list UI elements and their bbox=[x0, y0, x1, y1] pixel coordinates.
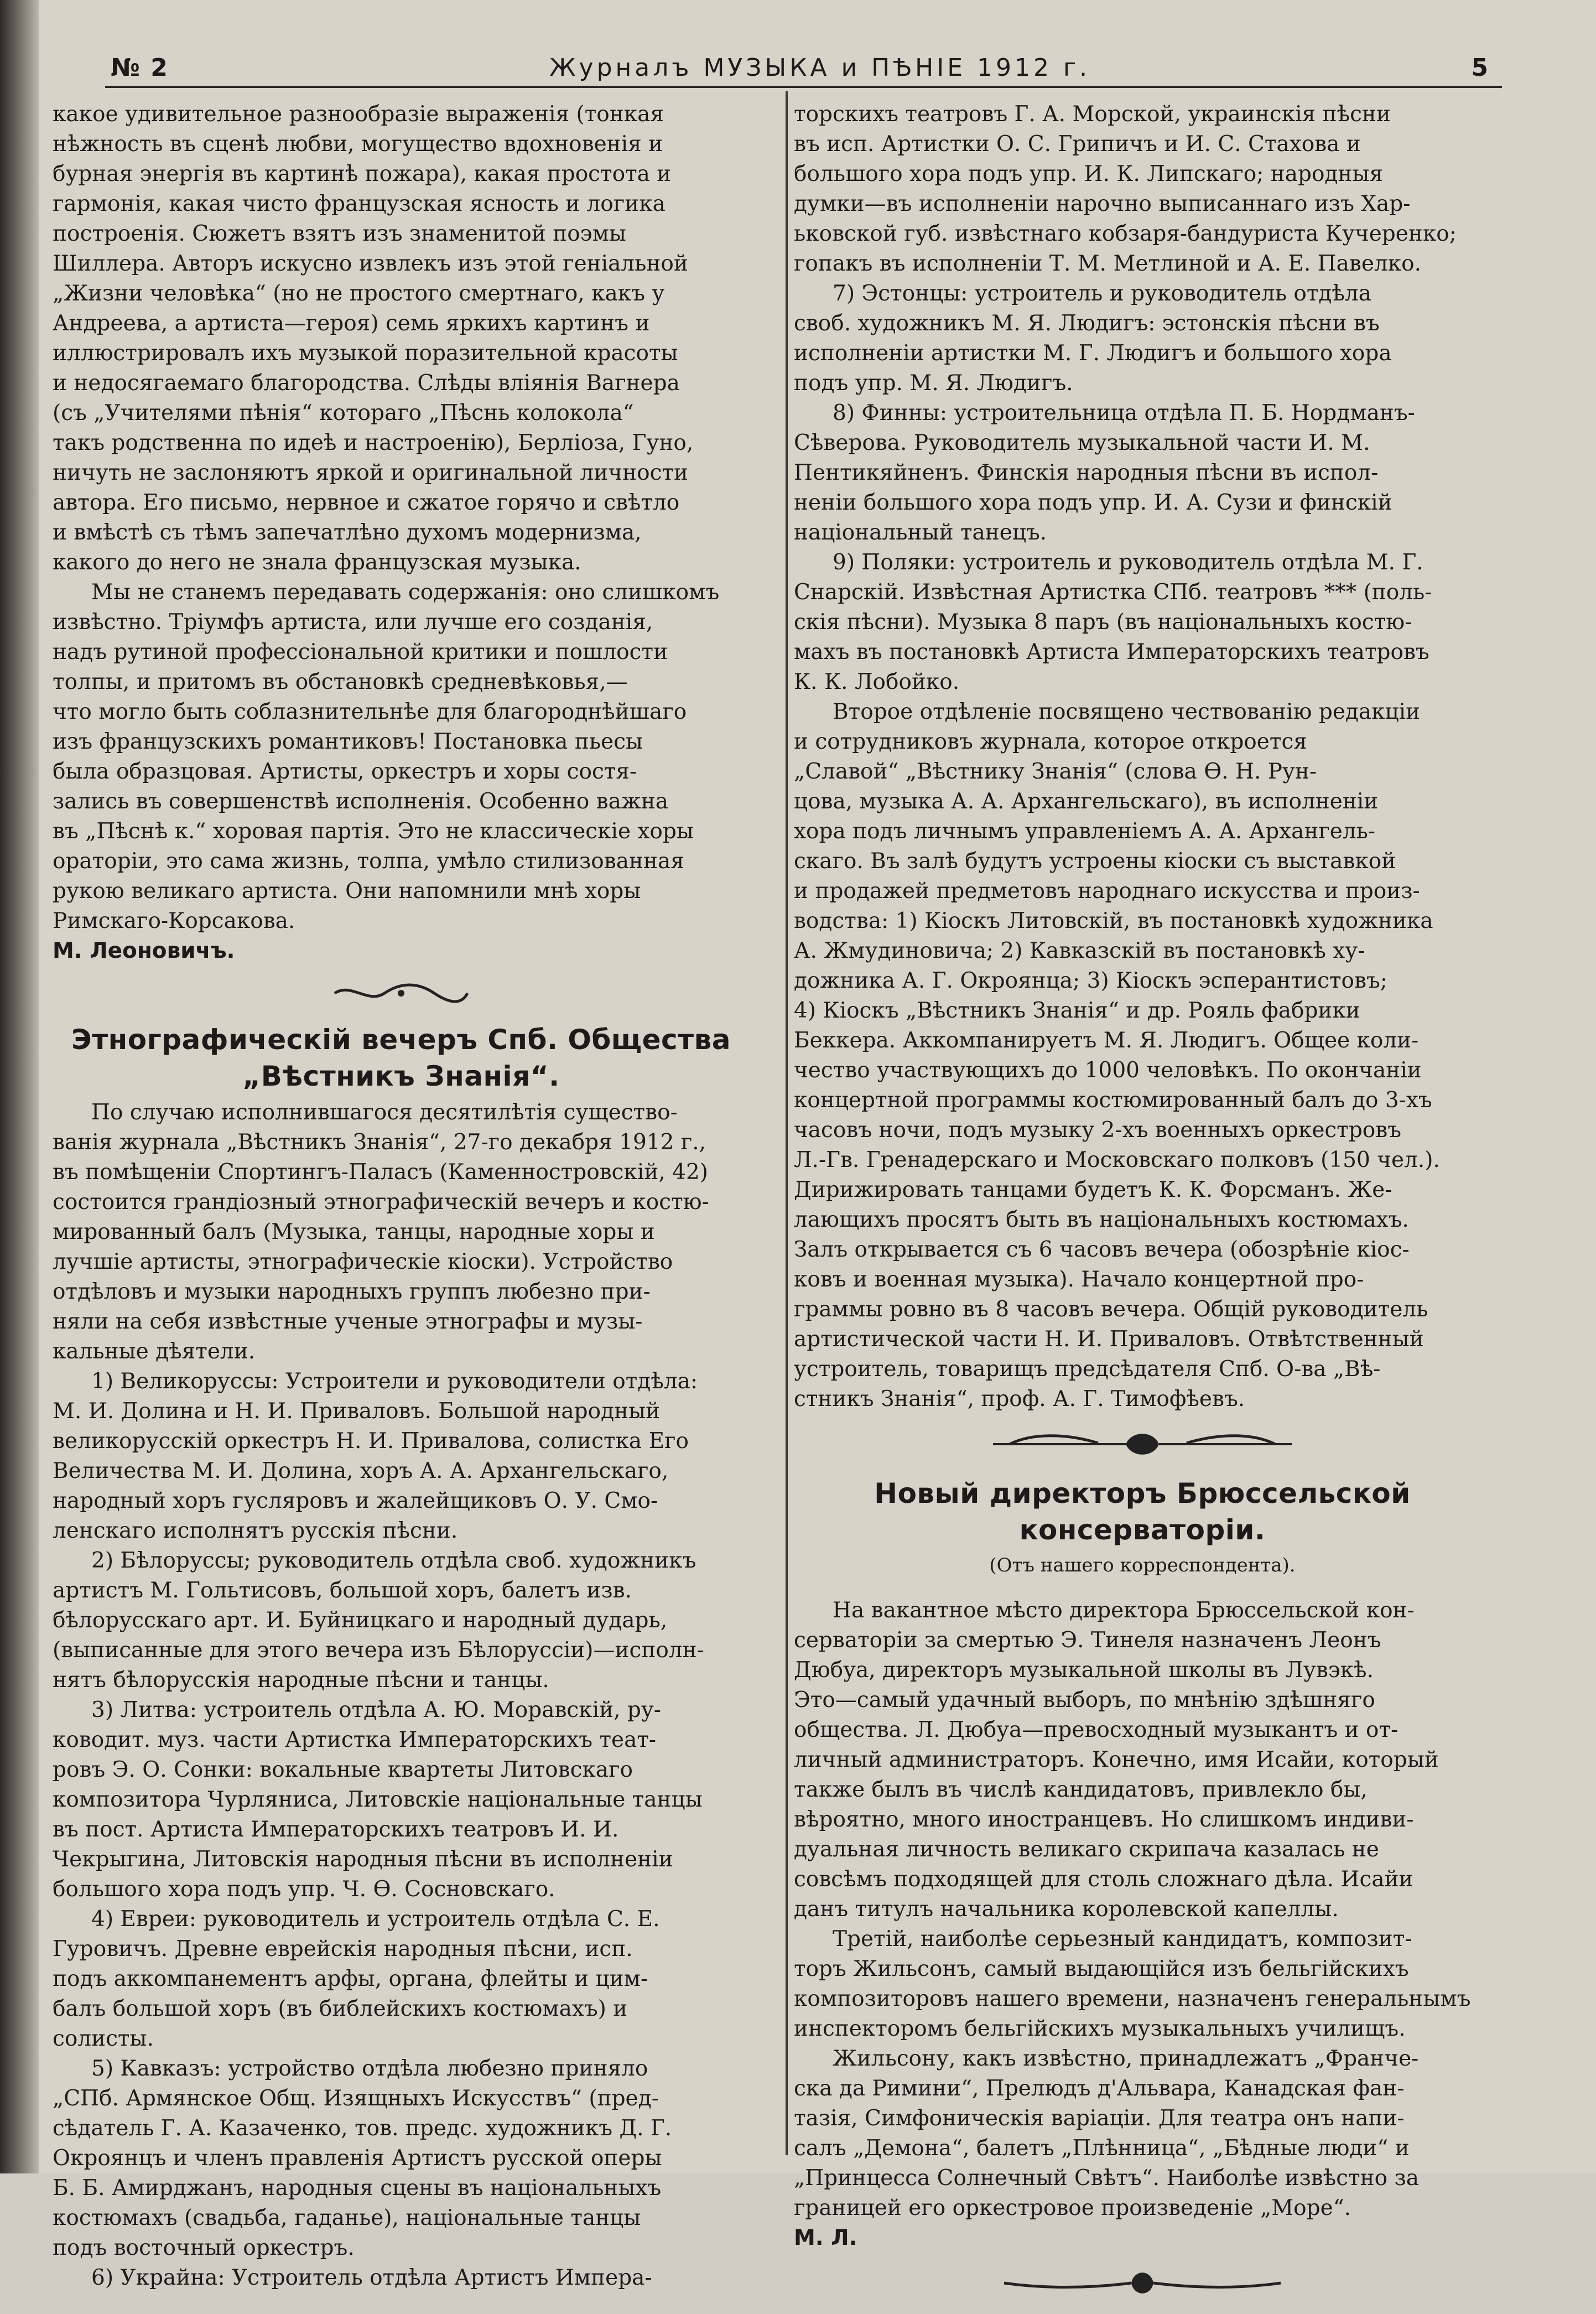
ethno-item-2: 2) Бѣлоруссы; руководитель отдѣла своб. художникъ артистъ М. Гольтисовъ, большой хоръ, балетъ изв. бѣлорусскаго арт. И. Буйницкаго и народный дударь, (выписанные для этого вечера изъ Бѣлоруссіи)—исполн- нятъ бѣлорусскія народные пѣсни и танцы. bbox=[53, 1548, 704, 1693]
ethno-intro: По случаю исполнившагося десятилѣтія существо- ванія журнала „Вѣстникъ Знанія“, 27-го декабря 1912 г., въ помѣщеніи Спортингъ-Паласъ (Каменностровскій, 42) состоится грандіозный этнографическій вечеръ и костю- мированный балъ (Музыка, танцы, народные хоры и лучшіе артисты, этнографическіе кіоски). Устройство отдѣловъ и музыки народныхъ группъ любезно при- няли на себя извѣстные ученые этнографы и музы- кальные дѣятели. bbox=[53, 1100, 709, 1364]
review-paragraph-1: какое удивительное разнообразіе выраженія (тонкая нѣжность въ сценѣ любви, могущество вдохновенія и бурная энергія въ картинѣ пожара), какая простота и гармонія, какая чисто французская ясность и логика построенія. Сюжетъ взятъ изъ знаменитой поэмы Шиллера. Авторъ искусно извлекъ изъ этой геніальной „Жизни человѣка“ (но не простого смертнаго, какъ у Андреева, а артиста—героя) семь яркихъ картинъ и иллюстрировалъ ихъ музыкой поразительной красоты и недосягаемаго благородства. Слѣды вліянія Вагнера (съ „Учителями пѣнія“ котораго „Пѣснь колокола“ такъ родственна по идеѣ и настроенію), Берліоза, Гуно, ничуть не заслоняютъ яркой и оригинальной личности автора. Его письмо, нервное и сжатое горячо и свѣтло и вмѣстѣ съ тѣмъ запечатлѣно духомъ модернизма, какого до него не знала французская музыка. bbox=[53, 102, 694, 575]
ethno-item-8: 8) Финны: устроительница отдѣла П. Б. Нордманъ- Сѣверова. Руководитель музыкальной части И. М. Пентикяйненъ. Финскія народныя пѣсни въ испол- неніи большого хора подъ упр. И. А. Сузи и финскій національный танецъ. bbox=[794, 401, 1415, 545]
article-heading-brussels: Новый директоръ Брюссельской консерваторіи. bbox=[874, 1477, 1411, 1546]
ethno-second-part: Второе отдѣленіе посвящено чествованію редакціи и сотрудниковъ журнала, которое откроется „Славой“ „Вѣстнику Знанія“ (слова Ѳ. Н. Рун- цова, музыка А. А. Архангельскаго), въ исполненіи хора подъ личнымъ управленіемъ А. А. Архангель- скаго. Въ залѣ будутъ устроены кіоски съ выставкой и продажей предметовъ народнаго искусства и произ- водства: 1) Кіоскъ Литовскій, въ постановкѣ художника А. Жмудиновича; 2) Кавказскій въ постановкѣ ху- дожника А. Г. Окроянца; 3) Кіоскъ эсперантистовъ; 4) Кіоскъ „Вѣстникъ Знанія“ и др. Рояль фабрики Беккера. Аккомпанируетъ М. Я. Людигъ. Общее коли- чество участвующихъ до 1000 человѣкъ. По окончаніи концертной программы костюмированный балъ до 3-хъ часовъ ночи, подъ музыку 2-хъ военныхъ оркестровъ Л.-Гв. Гренадерскаго и Московскаго полковъ (150 чел.). Дирижировать танцами будетъ К. К. Форсманъ. Же- лающихъ просятъ быть въ національныхъ костюмахъ. Залъ открывается съ 6 часовъ вечера (обозрѣніе кіос- ковъ и военная музыка). Начало концертной про- граммы ровно въ 8 часовъ вечера. Общій руководитель артистической части Н. И. Приваловъ. Отвѣтственный устроитель, товарищъ предсѣдателя Спб. О-ва „Вѣ- стникъ Знанія“, проф. А. Г. Тимофѣевъ. bbox=[794, 699, 1440, 1412]
ethno-item-9: 9) Поляки: устроитель и руководитель отдѣла М. Г. Снарскій. Извѣстная Артистка СПб. театровъ *** (поль- скія пѣсни). Музыка 8 паръ (въ національныхъ костю- махъ въ постановкѣ Артиста Императорскихъ театровъ К. К. Лобойко. bbox=[794, 550, 1432, 694]
article-subheading: (Отъ нашего корреспондента). bbox=[989, 1554, 1296, 1576]
right-column bbox=[794, 100, 1491, 2314]
ornament-divider-large bbox=[794, 1428, 1491, 1461]
brussels-paragraph-2: Третій, наиболѣе серьезный кандидатъ, композит- торъ Жильсонъ, самый выдающійся изъ бельгійскихъ композиторовъ нашего времени, назначенъ генеральнымъ инспекторомъ бельгійскихъ музыкальныхъ училищъ. bbox=[794, 1927, 1471, 2041]
issue-number: № 2 bbox=[111, 54, 169, 82]
column-divider bbox=[786, 91, 788, 2155]
ethno-item-6-cont: торскихъ театровъ Г. А. Морской, украинскія пѣсни въ исп. Артистки О. С. Грипичъ и И. С. Стахова и большого хора подъ упр. И. К. Липскаго; народныя думки—въ исполненіи нарочно выписаннаго изъ Хар- ьковской губ. извѣстнаго кобзаря-бандуриста Кучеренко; гопакъ въ исполненіи Т. М. Метлиной и А. Е. Павелко. bbox=[794, 102, 1457, 276]
brussels-paragraph-3: Жильсону, какъ извѣстно, принадлежатъ „Франче- ска да Римини“, Прелюдъ д'Альвара, Канадская фан- тазія, Симфоническія варіаціи. Для театра онъ напи- салъ „Демона“, балетъ „Плѣнница“, „Бѣдные люди“ и „Принцесса Солнечный Свѣтъ“. Наиболѣе извѣстно за границей его оркестровое произведеніе „Море“. bbox=[794, 2046, 1420, 2220]
left-column bbox=[53, 100, 750, 2293]
ethno-item-7: 7) Эстонцы: устроитель и руководитель отдѣла своб. художникъ М. Я. Людигъ: эстонскія пѣсни въ исполненіи артистки М. Г. Людигъ и большого хора подъ упр. М. Я. Людигъ. bbox=[794, 281, 1392, 396]
page-number: 5 bbox=[1471, 54, 1488, 82]
article-heading-ethnographic: Этнографическій вечеръ Спб. Общества „Вѣстникъ Знанія“. bbox=[71, 1024, 731, 1092]
journal-title: Журналъ МУЗЫКА и ПѢНІЕ 1912 г. bbox=[549, 54, 1091, 82]
ethno-item-4: 4) Евреи: руководитель и устроитель отдѣла С. Е. Гуровичъ. Древне еврейскія народныя пѣсни, исп. подъ аккомпанементъ арфы, органа, флейты и цим- балъ большой хоръ (въ библейскихъ костюмахъ) и солисты. bbox=[53, 1907, 660, 2051]
header-rule bbox=[105, 86, 1502, 88]
ethno-item-6: 6) Украйна: Устроитель отдѣла Артистъ Импера- bbox=[91, 2265, 652, 2290]
brussels-paragraph-1: На вакантное мѣсто директора Брюссельской кон- серваторіи за смертью Э. Тинеля назначенъ Леонъ Дюбуа, директоръ музыкальной школы въ Лувэкѣ. Это—самый удачный выборъ, по мнѣнію здѣшняго общества. Л. Дюбуа—превосходный музыкантъ и от- личный администраторъ. Конечно, имя Исайи, который также былъ въ числѣ кандидатовъ, привлекло бы, вѣроятно, много иностранцевъ. Но слишкомъ индиви- дуальная личность великаго скрипача казалась не совсѣмъ подходящей для столь сложнаго дѣла. Исайи данъ титулъ начальника королевской капеллы. bbox=[794, 1598, 1439, 1922]
review-signature: М. Леоновичъ. bbox=[53, 938, 235, 963]
ethno-item-5: 5) Кавказъ: устройство отдѣла любезно приняло „СПб. Армянское Общ. Изящныхъ Искусствъ“ (пред- сѣдатель Г. А. Казаченко, тов. предс. художникъ Д. Г. Окроянцъ и членъ правленія Артистъ русской оперы Б. Б. Амирджанъ, народныя сцены въ національныхъ костюмахъ (свадьба, гаданье), національные танцы подъ восточный оркестръ. bbox=[53, 2056, 672, 2260]
ethno-item-1: 1) Великоруссы: Устроители и руководители отдѣла: М. И. Долина и Н. И. Приваловъ. Большой народный великорусскій оркестръ Н. И. Привалова, солистка Его Величества М. И. Долина, хоръ А. А. Архангельскаго, народный хоръ гусляровъ и жалейщиковъ О. У. Смо- ленскаго исполнятъ русскія пѣсни. bbox=[53, 1369, 698, 1543]
running-header bbox=[111, 43, 1488, 82]
review-paragraph-2: Мы не станемъ передавать содержанія: оно слишкомъ извѣстно. Тріумфъ артиста, или лучше его созданія, надъ рутиной профессіональной критики и пошлости толпы, и притомъ въ обстановкѣ средневѣковья,— что могло быть соблазнительнѣе для благороднѣйшаго изъ французскихъ романтиковъ! Постановка пьесы была образцовая. Артисты, оркестръ и хоры состя- зались въ совершенствѣ исполненія. Особенно важна въ „Пѣснѣ к.“ хоровая партія. Это не классическіе хоры ораторіи, это сама жизнь, толпа, умѣло стилизованная рукою великаго артиста. Они напомнили мнѣ хоры Римскаго-Корсакова. bbox=[53, 580, 720, 933]
ethno-item-3: 3) Литва: устроитель отдѣла А. Ю. Моравскій, ру- ководит. муз. части Артистка Императорскихъ теат- ровъ Э. О. Сонки: вокальные квартеты Литовскаго композитора Чурляниса, Литовскіе національные танцы въ пост. Артиста Императорскихъ театровъ И. И. Чекрыгина, Литовскія народныя пѣсни въ исполненіи большого хора подъ упр. Ч. Ѳ. Сосновскаго. bbox=[53, 1698, 703, 1902]
ornament-divider-small bbox=[53, 979, 750, 1007]
brussels-signature: М. Л. bbox=[794, 2225, 857, 2250]
ornament-divider-end bbox=[794, 2266, 1491, 2300]
book-spine bbox=[0, 0, 39, 2173]
